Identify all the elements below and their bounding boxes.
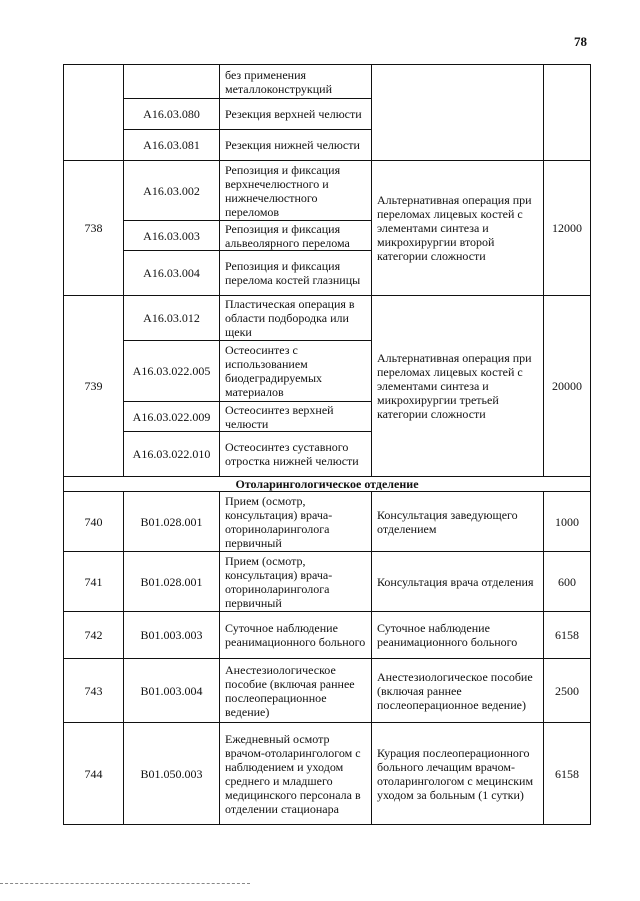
price-list-table — [63, 64, 591, 825]
description-cell: Суточное наблюдение реанимационного больного — [372, 612, 544, 659]
table-row — [64, 161, 591, 221]
service-name-cell: Репозиция и фиксация верхнечелюстного и нижнечелюстного переломов — [220, 161, 372, 221]
price-cell: 600 — [544, 552, 591, 612]
table-row — [64, 659, 591, 723]
description-cell: Курация послеоперационного больного лечащим врачом-отоларингологом с мецинским уходом за больным (1 сутки) — [372, 723, 544, 825]
price-cell: 12000 — [544, 161, 591, 296]
row-number-cell: 742 — [64, 612, 124, 659]
price-cell — [544, 65, 591, 161]
service-code-cell: B01.003.004 — [124, 659, 220, 723]
row-number-cell: 744 — [64, 723, 124, 825]
service-name-cell: Ежедневный осмотр врачом-отоларингологом с наблюдением и уходом среднего и младшего медицинского персонала в отделении стационара — [220, 723, 372, 825]
service-name-cell: Резекция верхней челюсти — [220, 99, 372, 130]
page-number: 78 — [574, 34, 587, 49]
service-name-cell: Репозиция и фиксация перелома костей глазницы — [220, 251, 372, 296]
table-row — [64, 612, 591, 659]
service-code-cell: A16.03.012 — [124, 296, 220, 341]
service-code-cell: A16.03.081 — [124, 130, 220, 161]
description-cell: Консультация врача отделения — [372, 552, 544, 612]
row-number-cell: 739 — [64, 296, 124, 477]
service-code-cell: A16.03.022.009 — [124, 402, 220, 432]
service-code-cell: B01.050.003 — [124, 723, 220, 825]
service-code-cell: A16.03.022.010 — [124, 432, 220, 477]
service-code-cell: A16.03.004 — [124, 251, 220, 296]
price-cell: 6158 — [544, 723, 591, 825]
section-header-row — [64, 477, 591, 492]
row-number-cell: 740 — [64, 492, 124, 552]
service-code-cell: A16.03.022.005 — [124, 341, 220, 402]
table-row — [64, 65, 591, 99]
table-row — [64, 296, 591, 341]
footer-divider — [0, 883, 250, 884]
price-cell: 6158 — [544, 612, 591, 659]
service-name-cell: Остеосинтез верхней челюсти — [220, 402, 372, 432]
description-cell — [372, 65, 544, 161]
row-number-cell — [64, 65, 124, 161]
service-name-cell: Остеосинтез с использованием биодеградируемых материалов — [220, 341, 372, 402]
service-code-cell: A16.03.002 — [124, 161, 220, 221]
row-number-cell: 738 — [64, 161, 124, 296]
service-name-cell: Прием (осмотр, консультация) врача-оториноларинголога первичный — [220, 492, 372, 552]
service-name-cell: Пластическая операция в области подбородка или щеки — [220, 296, 372, 341]
description-cell: Консультация заведующего отделением — [372, 492, 544, 552]
service-name-cell: Анестезиологическое пособие (включая раннее послеоперационное ведение) — [220, 659, 372, 723]
table-row — [64, 723, 591, 825]
service-name-cell: Репозиция и фиксация альвеолярного перелома — [220, 221, 372, 251]
service-name-cell: Резекция нижней челюсти — [220, 130, 372, 161]
service-name-cell: Остеосинтез суставного отростка нижней челюсти — [220, 432, 372, 477]
description-cell: Альтернативная операция при переломах лицевых костей с элементами синтеза и микрохирургии третьей категории сложности — [372, 296, 544, 477]
service-code-cell: B01.003.003 — [124, 612, 220, 659]
service-code-cell: B01.028.001 — [124, 552, 220, 612]
table-row — [64, 492, 591, 552]
service-name-cell: без применения металлоконструкций — [220, 65, 372, 99]
price-cell: 1000 — [544, 492, 591, 552]
service-name-cell: Прием (осмотр, консультация) врача-оториноларинголога первичный — [220, 552, 372, 612]
service-name-cell: Суточное наблюдение реанимационного больного — [220, 612, 372, 659]
service-code-cell: A16.03.003 — [124, 221, 220, 251]
row-number-cell: 741 — [64, 552, 124, 612]
description-cell: Альтернативная операция при переломах лицевых костей с элементами синтеза и микрохирургии второй категории сложности — [372, 161, 544, 296]
service-code-cell: A16.03.080 — [124, 99, 220, 130]
table-row — [64, 552, 591, 612]
service-code-cell — [124, 65, 220, 99]
row-number-cell: 743 — [64, 659, 124, 723]
price-list-table-wrapper — [63, 64, 591, 825]
service-code-cell: B01.028.001 — [124, 492, 220, 552]
description-cell: Анестезиологическое пособие (включая раннее послеоперационное ведение) — [372, 659, 544, 723]
price-cell: 20000 — [544, 296, 591, 477]
price-cell: 2500 — [544, 659, 591, 723]
section-title: Отоларингологическое отделение — [64, 477, 591, 492]
